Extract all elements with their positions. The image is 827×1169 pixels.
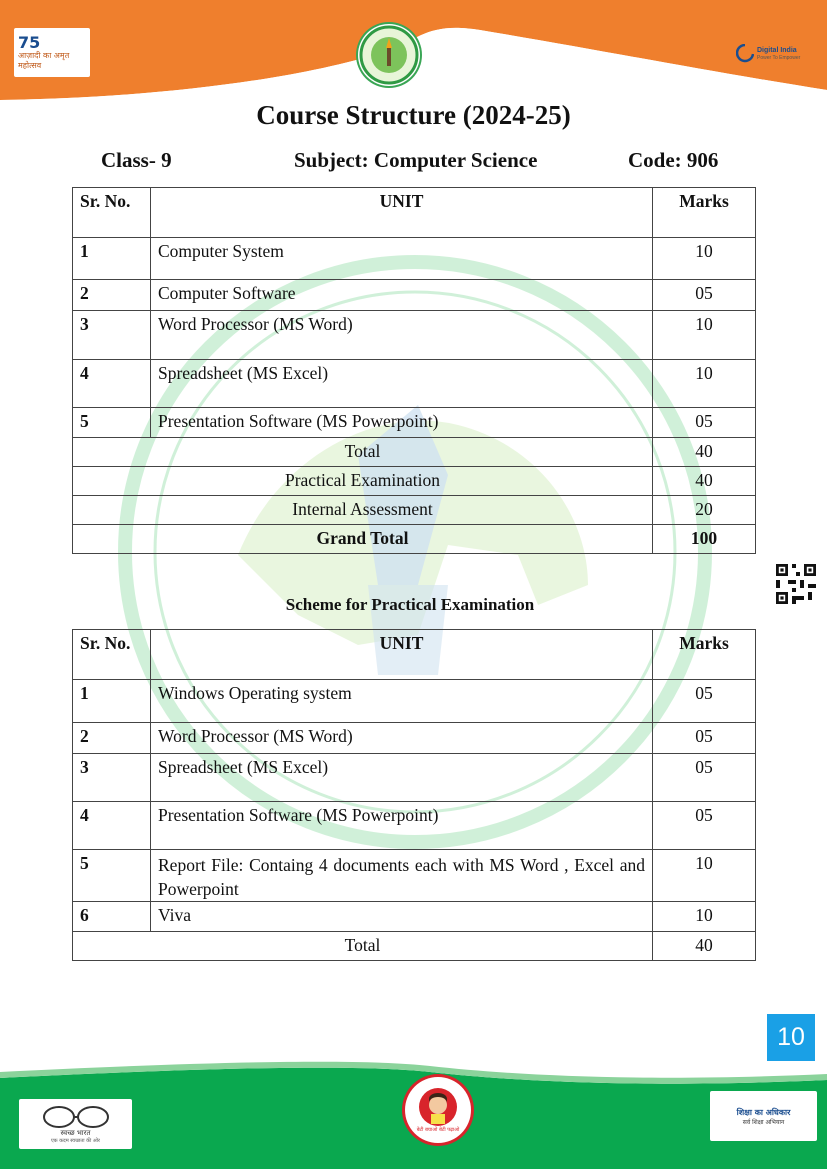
digital-india-tagline: Power To Empower xyxy=(757,55,801,61)
row-marks: 05 xyxy=(653,408,756,438)
beti-bachao-logo xyxy=(405,1077,471,1143)
hbse-emblem-icon xyxy=(358,24,420,86)
page-number: 10 xyxy=(767,1014,815,1061)
class-label: Class- 9 xyxy=(101,148,172,172)
row-sr: 2 xyxy=(73,723,151,754)
header-sr-no: Sr. No. xyxy=(73,630,151,680)
azadi-logo-text: आज़ादी का अमृत महोत्सव xyxy=(18,50,70,70)
row-unit: Spreadsheet (MS Excel) xyxy=(151,360,653,408)
row-sr: 1 xyxy=(73,680,151,723)
row-unit: Spreadsheet (MS Excel) xyxy=(151,754,653,802)
table-row xyxy=(73,360,756,408)
row-sr: 4 xyxy=(73,360,151,408)
row-unit: Word Processor (MS Word) xyxy=(151,311,653,360)
practical-marks: 40 xyxy=(653,467,756,496)
row-marks: 10 xyxy=(653,850,756,902)
table-row xyxy=(73,850,756,902)
row-unit: Presentation Software (MS Powerpoint) xyxy=(151,408,653,438)
header-unit: UNIT xyxy=(151,630,653,680)
header-sr-no: Sr. No. xyxy=(73,188,151,238)
course-structure-table xyxy=(72,187,756,554)
swachh-bharat-logo xyxy=(19,1099,132,1149)
row-marks: 05 xyxy=(653,680,756,723)
digital-india-text: Digital India xyxy=(757,47,797,54)
header-unit: UNIT xyxy=(151,188,653,238)
total-row xyxy=(73,932,756,961)
internal-marks: 20 xyxy=(653,496,756,525)
table-header-row xyxy=(73,188,756,238)
hbse-emblem xyxy=(358,24,420,86)
page-title: Course Structure (2024-25) xyxy=(256,100,571,130)
table-header-row xyxy=(73,630,756,680)
shiksha-tagline: सर्व शिक्षा अभियान xyxy=(742,1118,785,1126)
row-unit: Computer Software xyxy=(151,280,653,311)
row-sr: 5 xyxy=(73,850,151,902)
row-sr: 3 xyxy=(73,311,151,360)
table-row xyxy=(73,311,756,360)
row-unit: Windows Operating system xyxy=(151,680,653,723)
header-marks: Marks xyxy=(653,188,756,238)
subject-label: Subject: Computer Science xyxy=(294,148,538,172)
grand-total-marks: 100 xyxy=(653,525,756,554)
total-marks: 40 xyxy=(653,438,756,467)
row-unit: Computer System xyxy=(151,238,653,280)
internal-row xyxy=(73,496,756,525)
row-marks: 10 xyxy=(653,238,756,280)
practical-label: Practical Examination xyxy=(73,467,653,496)
row-sr: 4 xyxy=(73,802,151,850)
row-marks: 05 xyxy=(653,280,756,311)
row-unit: Report File: Containg 4 documents each with MS Word , Excel and Powerpoint xyxy=(151,850,653,902)
digital-india-icon xyxy=(736,44,754,64)
row-marks: 05 xyxy=(653,723,756,754)
grand-total-label: Grand Total xyxy=(73,525,653,554)
shiksha-ka-adhikar-logo xyxy=(710,1091,817,1141)
girl-icon xyxy=(418,1087,458,1127)
total-marks: 40 xyxy=(653,932,756,961)
row-marks: 05 xyxy=(653,754,756,802)
total-row xyxy=(73,438,756,467)
row-sr: 5 xyxy=(73,408,151,438)
row-sr: 2 xyxy=(73,280,151,311)
row-unit: Word Processor (MS Word) xyxy=(151,723,653,754)
row-unit: Presentation Software (MS Powerpoint) xyxy=(151,802,653,850)
total-label: Total xyxy=(73,932,653,961)
total-label: Total xyxy=(73,438,653,467)
azadi-amrit-mahotsav-logo xyxy=(14,28,90,77)
table-row xyxy=(73,754,756,802)
row-marks: 05 xyxy=(653,802,756,850)
shiksha-text: शिक्षा का अधिकार xyxy=(736,1107,791,1117)
swachh-bharat-text: स्वच्छ भारत xyxy=(60,1128,91,1137)
header-marks: Marks xyxy=(653,630,756,680)
table-row xyxy=(73,802,756,850)
digital-india-logo xyxy=(736,42,806,66)
row-marks: 10 xyxy=(653,360,756,408)
practical-scheme-table xyxy=(72,629,756,961)
table-row xyxy=(73,238,756,280)
table-row xyxy=(73,280,756,311)
row-sr: 6 xyxy=(73,902,151,932)
code-label: Code: 906 xyxy=(628,148,719,172)
practical-row xyxy=(73,467,756,496)
swachh-bharat-tagline: एक कदम स्वच्छता की ओर xyxy=(51,1137,100,1144)
internal-label: Internal Assessment xyxy=(73,496,653,525)
table-row xyxy=(73,902,756,932)
beti-bachao-text: बेटी बचाओ बेटी पढ़ाओ xyxy=(416,1127,460,1133)
grand-total-row xyxy=(73,525,756,554)
glasses-icon xyxy=(41,1105,111,1129)
row-marks: 10 xyxy=(653,311,756,360)
row-sr: 1 xyxy=(73,238,151,280)
table-row xyxy=(73,680,756,723)
practical-scheme-title: Scheme for Practical Examination xyxy=(285,595,535,614)
table-row xyxy=(73,723,756,754)
row-unit: Viva xyxy=(151,902,653,932)
row-marks: 10 xyxy=(653,902,756,932)
row-sr: 3 xyxy=(73,754,151,802)
azadi-logo-number: 75 xyxy=(18,32,41,52)
table-row xyxy=(73,408,756,438)
